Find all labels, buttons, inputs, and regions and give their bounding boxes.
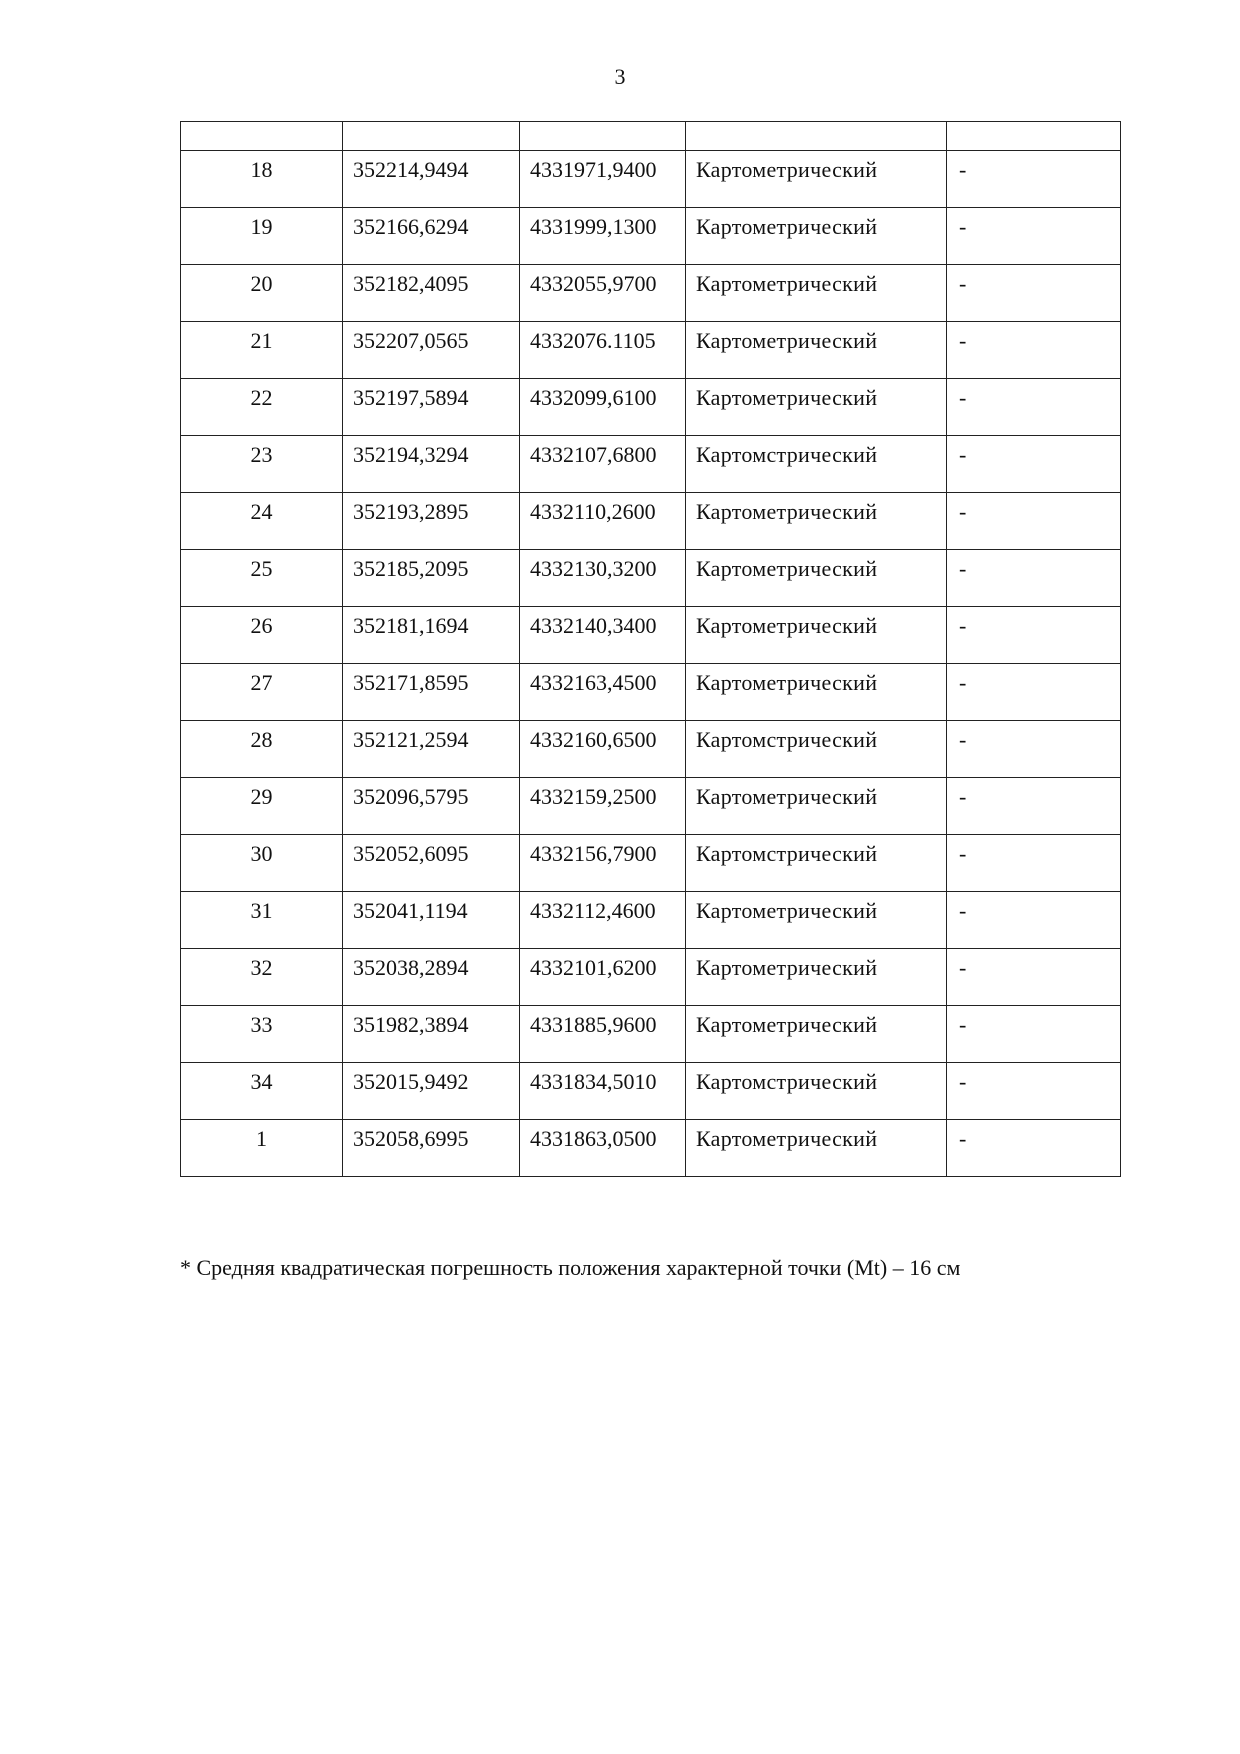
point-number-cell: 31 [181, 892, 343, 949]
error-cell: - [947, 1120, 1121, 1177]
method-cell: Картометрический [686, 322, 947, 379]
point-number-cell: 23 [181, 436, 343, 493]
point-number-cell: 20 [181, 265, 343, 322]
error-cell: - [947, 1006, 1121, 1063]
x-coordinate-cell: 352096,5795 [343, 778, 520, 835]
method-cell: Картометрический [686, 1120, 947, 1177]
point-number-cell: 33 [181, 1006, 343, 1063]
x-coordinate-cell: 352197,5894 [343, 379, 520, 436]
y-coordinate-cell: 4332107,6800 [520, 436, 686, 493]
method-cell: Картомстрический [686, 835, 947, 892]
table-row [181, 949, 1121, 1006]
method-cell: Картометрический [686, 550, 947, 607]
method-cell: Картометрический [686, 265, 947, 322]
table-row [181, 322, 1121, 379]
coordinates-table [180, 121, 1121, 1177]
x-coordinate-cell: 352181,1694 [343, 607, 520, 664]
y-coordinate-cell: 4331885,9600 [520, 1006, 686, 1063]
method-cell: Картометрический [686, 379, 947, 436]
error-cell: - [947, 208, 1121, 265]
y-coordinate-cell: 4332156,7900 [520, 835, 686, 892]
point-number-cell: 28 [181, 721, 343, 778]
x-coordinate-cell: 352015,9492 [343, 1063, 520, 1120]
table-row [181, 151, 1121, 208]
table-row [181, 208, 1121, 265]
y-coordinate-cell: 4332101,6200 [520, 949, 686, 1006]
error-cell: - [947, 664, 1121, 721]
method-cell: Картомстрический [686, 721, 947, 778]
x-coordinate-cell: 352182,4095 [343, 265, 520, 322]
point-number-cell: 24 [181, 493, 343, 550]
method-cell: Картометрический [686, 949, 947, 1006]
error-cell: - [947, 379, 1121, 436]
x-coordinate-cell: 352193,2895 [343, 493, 520, 550]
point-number-cell: 32 [181, 949, 343, 1006]
error-cell: - [947, 265, 1121, 322]
error-cell: - [947, 550, 1121, 607]
x-coordinate-cell: 352041,1194 [343, 892, 520, 949]
y-coordinate-cell: 4332160,6500 [520, 721, 686, 778]
error-cell: - [947, 778, 1121, 835]
table-row [181, 778, 1121, 835]
header-cell-x [343, 122, 520, 151]
point-number-cell: 26 [181, 607, 343, 664]
method-cell: Картометрический [686, 607, 947, 664]
x-coordinate-cell: 352185,2095 [343, 550, 520, 607]
point-number-cell: 21 [181, 322, 343, 379]
y-coordinate-cell: 4332076.1105 [520, 322, 686, 379]
y-coordinate-cell: 4332099,6100 [520, 379, 686, 436]
error-cell: - [947, 493, 1121, 550]
table-row [181, 664, 1121, 721]
header-cell-error [947, 122, 1121, 151]
error-cell: - [947, 721, 1121, 778]
method-cell: Картометрический [686, 1006, 947, 1063]
y-coordinate-cell: 4332112,4600 [520, 892, 686, 949]
header-cell-y [520, 122, 686, 151]
y-coordinate-cell: 4332130,3200 [520, 550, 686, 607]
error-cell: - [947, 949, 1121, 1006]
table-row [181, 493, 1121, 550]
y-coordinate-cell: 4332055,9700 [520, 265, 686, 322]
table-row [181, 1120, 1121, 1177]
method-cell: Картометрический [686, 151, 947, 208]
table-row [181, 721, 1121, 778]
error-cell: - [947, 835, 1121, 892]
point-number-cell: 29 [181, 778, 343, 835]
method-cell: Картомстрический [686, 436, 947, 493]
footnote: * Средняя квадратическая погрешность положения характерной точки (Mt) – 16 см [180, 1255, 961, 1280]
error-cell: - [947, 151, 1121, 208]
table-row [181, 892, 1121, 949]
x-coordinate-cell: 351982,3894 [343, 1006, 520, 1063]
point-number-cell: 34 [181, 1063, 343, 1120]
point-number-cell: 30 [181, 835, 343, 892]
error-cell: - [947, 607, 1121, 664]
y-coordinate-cell: 4331863,0500 [520, 1120, 686, 1177]
x-coordinate-cell: 352052,6095 [343, 835, 520, 892]
y-coordinate-cell: 4331834,5010 [520, 1063, 686, 1120]
point-number-cell: 25 [181, 550, 343, 607]
x-coordinate-cell: 352207,0565 [343, 322, 520, 379]
x-coordinate-cell: 352214,9494 [343, 151, 520, 208]
table-row [181, 1006, 1121, 1063]
x-coordinate-cell: 352121,2594 [343, 721, 520, 778]
table-row [181, 379, 1121, 436]
y-coordinate-cell: 4332110,2600 [520, 493, 686, 550]
x-coordinate-cell: 352166,6294 [343, 208, 520, 265]
error-cell: - [947, 892, 1121, 949]
table-row [181, 1063, 1121, 1120]
table-row [181, 436, 1121, 493]
error-cell: - [947, 1063, 1121, 1120]
y-coordinate-cell: 4332140,3400 [520, 607, 686, 664]
x-coordinate-cell: 352038,2894 [343, 949, 520, 1006]
header-cell-method [686, 122, 947, 151]
table-row [181, 835, 1121, 892]
point-number-cell: 18 [181, 151, 343, 208]
x-coordinate-cell: 352058,6995 [343, 1120, 520, 1177]
method-cell: Картометрический [686, 664, 947, 721]
method-cell: Картометрический [686, 778, 947, 835]
method-cell: Картометрический [686, 208, 947, 265]
method-cell: Картомстрический [686, 1063, 947, 1120]
table-row [181, 550, 1121, 607]
y-coordinate-cell: 4332159,2500 [520, 778, 686, 835]
table-header-row [181, 122, 1121, 151]
page-number: 3 [614, 64, 626, 89]
x-coordinate-cell: 352194,3294 [343, 436, 520, 493]
table-row [181, 265, 1121, 322]
y-coordinate-cell: 4331999,1300 [520, 208, 686, 265]
table-row [181, 607, 1121, 664]
point-number-cell: 22 [181, 379, 343, 436]
y-coordinate-cell: 4331971,9400 [520, 151, 686, 208]
method-cell: Картометрический [686, 493, 947, 550]
x-coordinate-cell: 352171,8595 [343, 664, 520, 721]
method-cell: Картометрический [686, 892, 947, 949]
error-cell: - [947, 436, 1121, 493]
point-number-cell: 1 [181, 1120, 343, 1177]
point-number-cell: 27 [181, 664, 343, 721]
error-cell: - [947, 322, 1121, 379]
point-number-cell: 19 [181, 208, 343, 265]
y-coordinate-cell: 4332163,4500 [520, 664, 686, 721]
header-cell-num [181, 122, 343, 151]
